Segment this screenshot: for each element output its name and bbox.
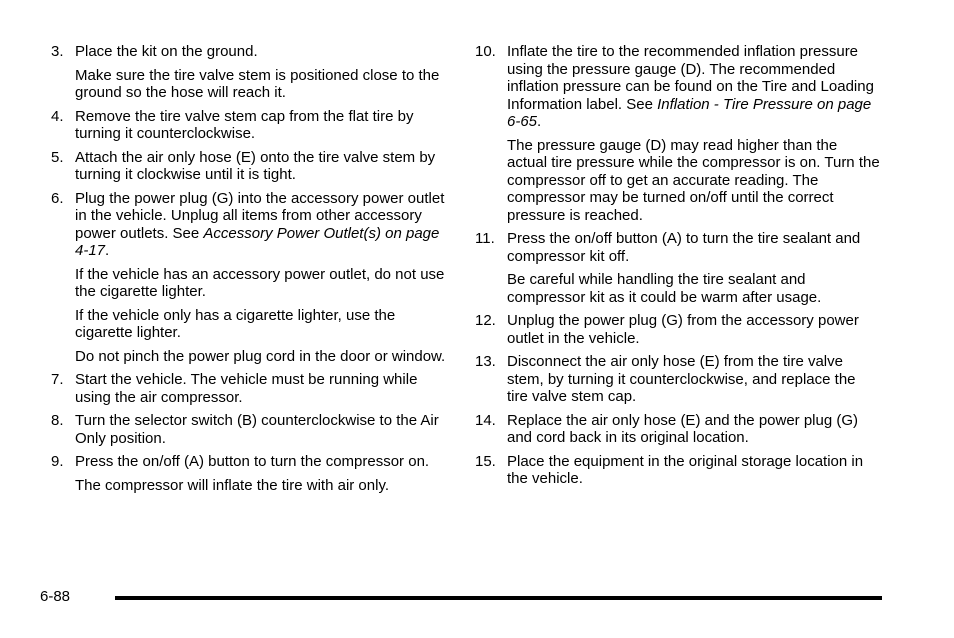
step-number: 9. (51, 453, 64, 470)
step-item (475, 43, 880, 131)
step-note (51, 348, 446, 366)
cross-reference-link[interactable]: Accessory Power Outlet(s) on page 4-17 (75, 224, 440, 259)
step-number: 13. (475, 353, 496, 370)
step-text: Press the on/off button (A) to turn the tire sealant and compressor kit off. (507, 230, 861, 265)
step-item (51, 190, 446, 260)
step-number: 14. (475, 411, 496, 429)
step-text: Place the kit on the ground. (75, 43, 258, 60)
step-text: Replace the air only hose (E) and the power plug (G) and cord back in its original location. (507, 411, 859, 446)
step-note (475, 137, 880, 225)
step-text: The compressor will inflate the tire with air only. (75, 476, 390, 494)
step-note (51, 67, 446, 102)
step-note (51, 307, 446, 342)
step-note (475, 271, 880, 306)
step-text: If the vehicle only has a cigarette lighter, use the cigarette lighter. (75, 306, 396, 341)
step-text: Press the on/off (A) button to turn the compressor on. (75, 453, 430, 470)
step-item (475, 353, 880, 406)
step-number: 8. (51, 412, 64, 429)
step-text: Place the equipment in the original storage location in the vehicle. (507, 452, 864, 487)
step-text: Unplug the power plug (G) from the accessory power outlet in the vehicle. (507, 312, 859, 347)
step-text: Start the vehicle. The vehicle must be running while using the air compressor. (75, 371, 418, 406)
step-item (51, 108, 446, 143)
step-text: Turn the selector switch (B) counterclockwise to the Air Only position. (75, 412, 439, 447)
step-text: The pressure gauge (D) may read higher than the actual tire pressure while the compressor is on. Turn the compressor off to get an accurate reading. The compressor may be turned on/off until the correct pressure is reached. (507, 136, 880, 224)
step-number: 5. (51, 148, 64, 166)
step-item (51, 371, 446, 406)
step-item (51, 453, 446, 471)
step-number: 15. (475, 452, 496, 470)
step-item (475, 312, 880, 347)
step-text: Make sure the tire valve stem is positioned close to the ground so the hose will reach it. (75, 66, 440, 101)
step-number: 4. (51, 107, 64, 125)
step-item (51, 149, 446, 184)
step-item (475, 453, 880, 488)
step-item (51, 43, 446, 61)
step-text-end: . (105, 242, 110, 259)
step-number: 11. (475, 230, 495, 247)
step-item (475, 412, 880, 447)
step-text: Do not pinch the power plug cord in the door or window. (75, 347, 446, 365)
step-number: 6. (51, 189, 64, 207)
step-text: Disconnect the air only hose (E) from the tire valve stem, by turning it counterclockwise, and replace the tire valve stem cap. (507, 353, 856, 405)
step-text: Inflate the tire to the recommended inflation pressure using the pressure gauge (D). The recommended inflation pressure can be found on the Tire and Loading Information label. See (507, 43, 874, 113)
step-text: Attach the air only hose (E) onto the tire valve stem by turning it clockwise until it is tight. (75, 148, 436, 183)
step-text: Plug the power plug (G) into the accessory power outlet in the vehicle. Unplug all items from other accessory power outlets. See (75, 189, 445, 242)
step-number: 12. (475, 312, 496, 329)
step-number: 7. (51, 371, 64, 388)
step-note (51, 477, 446, 495)
step-text: If the vehicle has an accessory power outlet, do not use the cigarette lighter. (75, 265, 445, 300)
step-text-end: . (537, 113, 542, 130)
cross-reference-link[interactable]: Inflation - Tire Pressure on page 6-65 (507, 95, 872, 130)
step-note (51, 266, 446, 301)
step-text: Be careful while handling the tire sealant and compressor kit as it could be warm after usage. (507, 271, 822, 306)
step-item (475, 230, 880, 265)
step-text: Remove the tire valve stem cap from the flat tire by turning it counterclockwise. (75, 107, 414, 142)
page-number: 6-88 (40, 588, 71, 605)
footer-rule (115, 596, 882, 600)
step-number: 3. (51, 43, 64, 60)
left-column (51, 43, 446, 500)
right-column (475, 43, 880, 494)
step-number: 10. (475, 43, 496, 60)
step-item (51, 412, 446, 447)
